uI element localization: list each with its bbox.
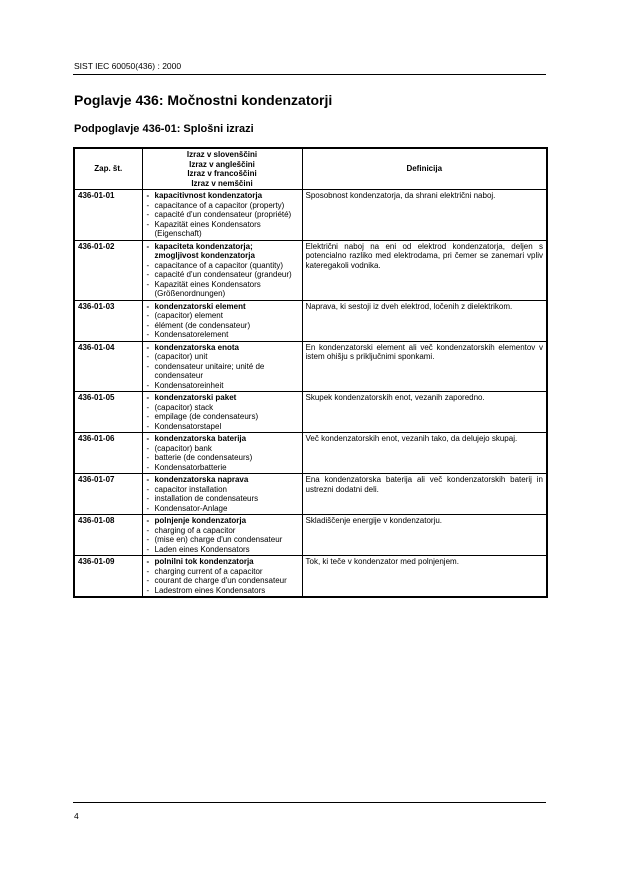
term-german: - Ladestrom eines Kondensators (146, 586, 299, 596)
term-french: - condensateur unitaire; unité de condensateur (146, 362, 299, 381)
term-definition: Skupek kondenzatorskih enot, vezanih zaporedno. (302, 392, 547, 433)
term-french: - (mise en) charge d'un condensateur (146, 535, 299, 545)
term-names-list (146, 343, 299, 391)
page-number: 4 (74, 811, 79, 821)
term-names (142, 474, 302, 515)
term-code: 436-01-01 (74, 190, 142, 241)
term-names-list (146, 191, 299, 239)
term-names (142, 433, 302, 474)
term-names-list (146, 516, 299, 554)
term-slovenian: - kondenzatorski paket (146, 393, 299, 403)
header-number: Zap. št. (74, 148, 142, 190)
term-names-list (146, 434, 299, 472)
term-definition: Električni naboj na eni od elektrod kondenzatorja, deljen s potencialno razliko med elektrodama, pri čemer se zanemari vpliv kateregakoli vodnika. (302, 240, 547, 300)
term-names-list (146, 302, 299, 340)
header-rule (73, 74, 546, 75)
footer-rule (73, 802, 546, 803)
table-row (74, 474, 547, 515)
terms-table (73, 147, 548, 598)
term-french: - batterie (de condensateurs) (146, 453, 299, 463)
table-header-row (74, 148, 547, 190)
table-row (74, 300, 547, 341)
term-german: - Kondensatorbatterie (146, 463, 299, 473)
term-german: - Kondensatoreinheit (146, 381, 299, 391)
term-code: 436-01-08 (74, 515, 142, 556)
table-row (74, 515, 547, 556)
term-names-list (146, 242, 299, 299)
term-names-list (146, 393, 299, 431)
term-slovenian: - kapaciteta kondenzatorja; zmogljivost kondenzatorja (146, 242, 299, 261)
term-english: - charging of a capacitor (146, 526, 299, 536)
term-english: - (capacitor) element (146, 311, 299, 321)
term-slovenian: - kondenzatorski element (146, 302, 299, 312)
term-code: 436-01-07 (74, 474, 142, 515)
term-french: - empilage (de condensateurs) (146, 412, 299, 422)
term-names-list (146, 557, 299, 595)
term-german: - Laden eines Kondensators (146, 545, 299, 555)
term-definition: Skladiščenje energije v kondenzatorju. (302, 515, 547, 556)
term-code: 436-01-05 (74, 392, 142, 433)
header-term-de: Izraz v nemščini (191, 178, 253, 188)
term-names (142, 190, 302, 241)
term-french: - capacité d'un condensateur (grandeur) (146, 270, 299, 280)
term-english: - charging current of a capacitor (146, 567, 299, 577)
term-german: - Kapazität eines Kondensators (Größenordnungen) (146, 280, 299, 299)
table-row (74, 556, 547, 598)
term-names (142, 556, 302, 598)
term-english: - capacitance of a capacitor (property) (146, 201, 299, 211)
term-names (142, 341, 302, 392)
term-names (142, 300, 302, 341)
term-english: - capacitance of a capacitor (quantity) (146, 261, 299, 271)
term-german: - Kondensatorelement (146, 330, 299, 340)
term-french: - capacité d'un condensateur (propriété) (146, 210, 299, 220)
term-definition: Ena kondenzatorska baterija ali več kondenzatorskih baterij in ustrezni dodatni deli. (302, 474, 547, 515)
term-english: - (capacitor) bank (146, 444, 299, 454)
section-title: Podpoglavje 436-01: Splošni izrazi (74, 123, 254, 135)
term-slovenian: - kondenzatorska enota (146, 343, 299, 353)
term-definition: Sposobnost kondenzatorja, da shrani električni naboj. (302, 190, 547, 241)
term-code: 436-01-02 (74, 240, 142, 300)
table-row (74, 240, 547, 300)
term-definition: Tok, ki teče v kondenzator med polnjenjem. (302, 556, 547, 598)
term-slovenian: - kondenzatorska naprava (146, 475, 299, 485)
header-definition: Definicija (302, 148, 547, 190)
header-terms (142, 148, 302, 190)
term-english: - (capacitor) stack (146, 403, 299, 413)
term-french: - courant de charge d'un condensateur (146, 576, 299, 586)
table-row (74, 341, 547, 392)
table-row (74, 392, 547, 433)
term-french: - installation de condensateurs (146, 494, 299, 504)
table-row (74, 433, 547, 474)
table-row (74, 190, 547, 241)
term-german: - Kondensator-Anlage (146, 504, 299, 514)
term-english: - (capacitor) unit (146, 352, 299, 362)
chapter-title: Poglavje 436: Močnostni kondenzatorji (74, 92, 333, 108)
term-code: 436-01-03 (74, 300, 142, 341)
document-id-header: SIST IEC 60050(436) : 2000 (74, 61, 182, 71)
term-slovenian: - kondenzatorska baterija (146, 434, 299, 444)
term-names-list (146, 475, 299, 513)
term-names (142, 240, 302, 300)
term-slovenian: - polnjenje kondenzatorja (146, 516, 299, 526)
term-names (142, 392, 302, 433)
term-definition: Naprava, ki sestoji iz dveh elektrod, ločenih z dielektrikom. (302, 300, 547, 341)
header-term-en: Izraz v angleščini (189, 159, 255, 169)
term-german: - Kapazität eines Kondensators (Eigenschaft) (146, 220, 299, 239)
header-term-sl: Izraz v slovenščini (186, 150, 258, 159)
header-term-fr: Izraz v francoščini (187, 169, 257, 178)
term-slovenian: - polnilni tok kondenzatorja (146, 557, 299, 567)
term-definition: En kondenzatorski element ali več kondenzatorskih elementov v istem ohišju s priključnimi sponkami. (302, 341, 547, 392)
term-code: 436-01-04 (74, 341, 142, 392)
term-slovenian: - kapacitivnost kondenzatorja (146, 191, 299, 201)
term-french: - élément (de condensateur) (146, 321, 299, 331)
term-code: 436-01-06 (74, 433, 142, 474)
term-definition: Več kondenzatorskih enot, vezanih tako, da delujejo skupaj. (302, 433, 547, 474)
term-german: - Kondensatorstapel (146, 422, 299, 432)
term-english: - capacitor installation (146, 485, 299, 495)
term-names (142, 515, 302, 556)
term-code: 436-01-09 (74, 556, 142, 598)
